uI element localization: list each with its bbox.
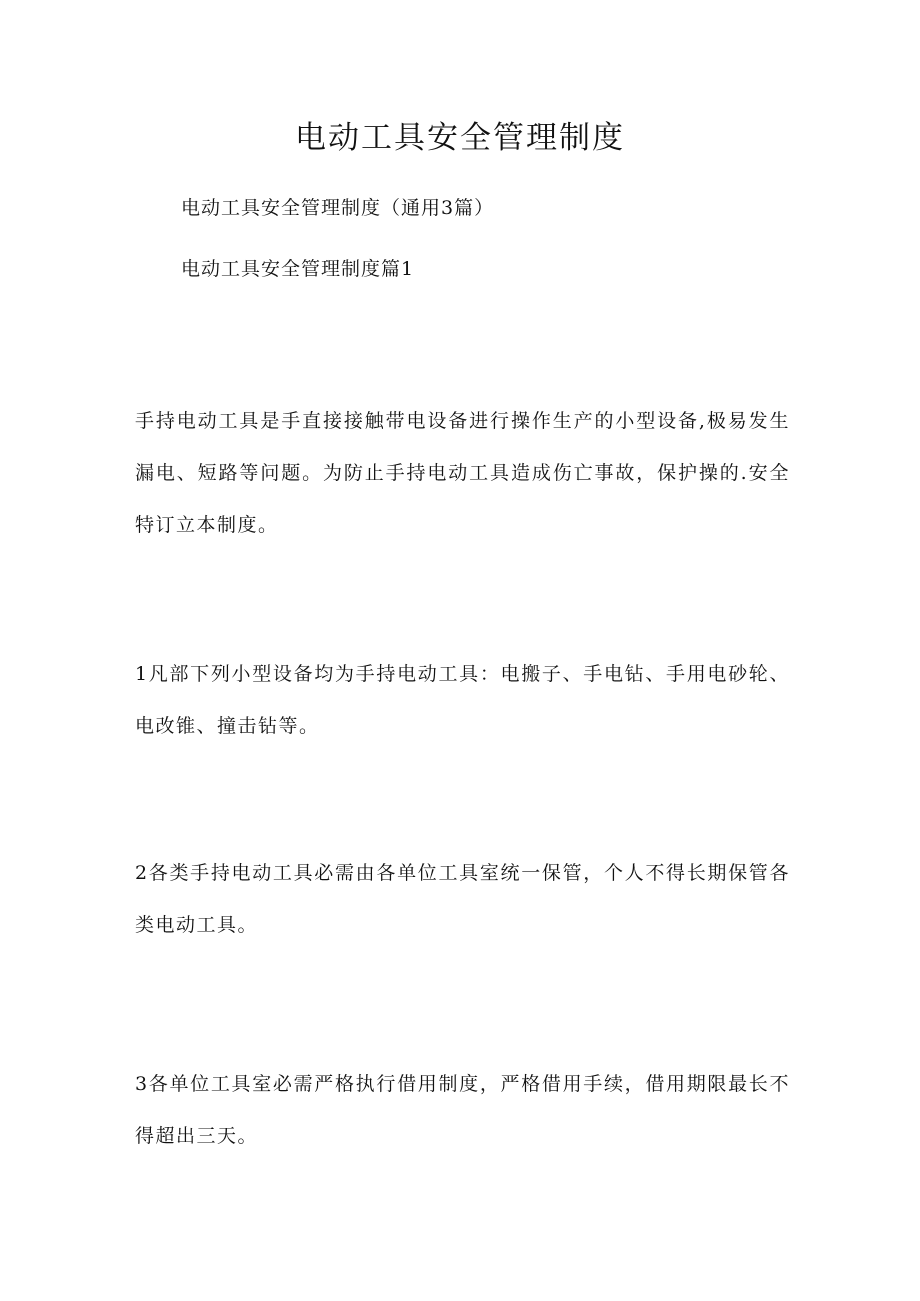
document-subtitle: 电动工具安全管理制度（通用3篇） — [181, 197, 495, 219]
document-title: 电动工具安全管理制度 — [295, 120, 625, 156]
rule-paragraph-1: 1凡部下列小型设备均为手持电动工具：电搬子、手电钻、手用电砂轮、电改锥、撞击钻等。 — [135, 663, 790, 737]
rule-paragraph-2: 2各类手持电动工具必需由各单位工具室统一保管，个人不得长期保管各类电动工具。 — [135, 862, 790, 936]
rule-paragraph-3: 3各单位工具室必需严格执行借用制度，严格借用手续，借用期限最长不得超出三天。 — [135, 1073, 790, 1147]
section-heading: 电动工具安全管理制度篇1 — [181, 258, 415, 280]
intro-paragraph: 手持电动工具是手直接接触带电设备进行操作生产的小型设备,极易发生漏电、短路等问题。为防止手持电动工具造成伤亡事故，保护操的.安全特订立本制度。 — [135, 410, 790, 536]
